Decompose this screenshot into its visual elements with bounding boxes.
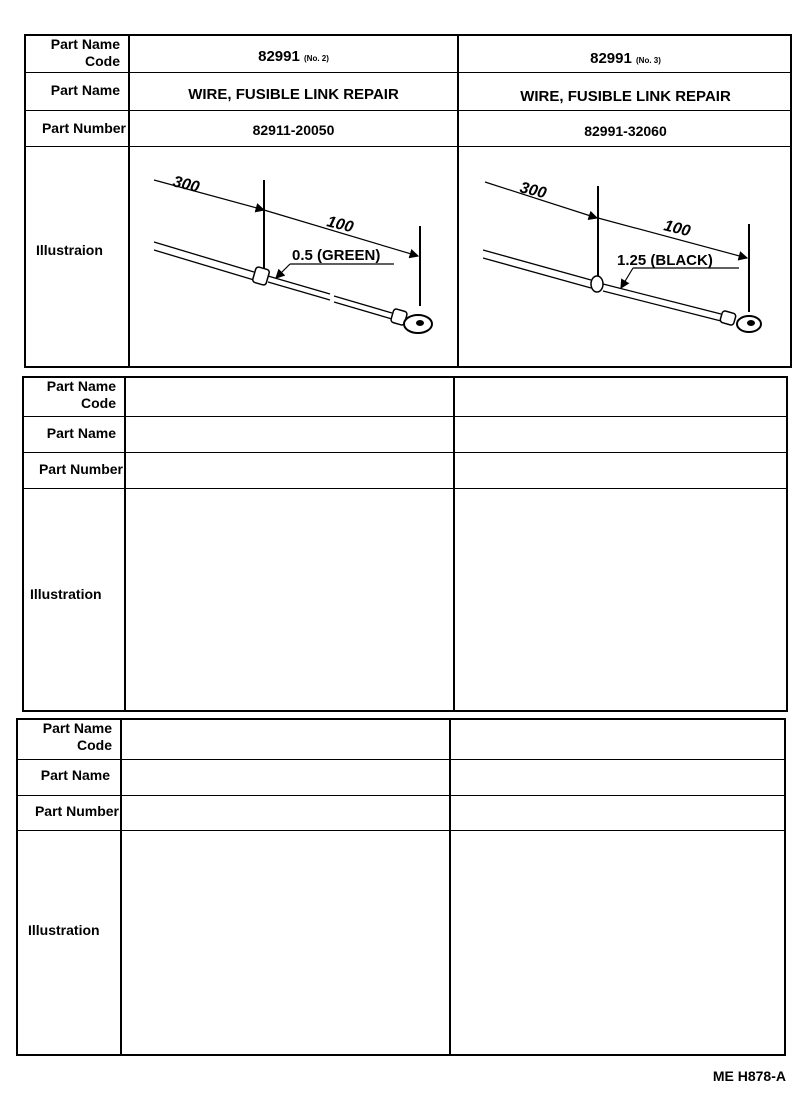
divider: [24, 110, 792, 111]
wire-spec-label: 0.5 (GREEN): [292, 247, 381, 264]
wire-spec-leader: [621, 268, 633, 288]
parts-block-3: [16, 718, 786, 1056]
divider: [16, 795, 786, 796]
label-part-name: Part Name: [46, 425, 116, 441]
divider: [22, 452, 788, 453]
label-illustration: Illustraion: [36, 242, 103, 258]
fusible-link-upper: [603, 284, 721, 314]
divider: [16, 759, 786, 760]
wire-upper: [483, 250, 591, 280]
label-part-number: Part Number: [34, 803, 119, 819]
label-part-name: Part Name: [40, 767, 110, 783]
divider: [22, 488, 788, 489]
part-number-col2: 82991-32060: [584, 123, 667, 139]
fusible-link-illustration-2: [459, 148, 791, 366]
wire-spec-leader: [276, 264, 290, 278]
label-part-name-line: Part Name: [42, 720, 112, 736]
part-code-value: 82991: [590, 50, 632, 67]
label-part-name: Part Name: [50, 82, 120, 98]
label-illustration: Illustration: [30, 586, 102, 602]
divider: [24, 146, 792, 147]
wire-sleeve: [591, 276, 603, 292]
wire-spec-label: 1.25 (BLACK): [617, 252, 713, 269]
part-code-value: 82991: [258, 48, 300, 65]
divider: [449, 718, 451, 1056]
fusible-link-lower: [603, 291, 721, 321]
divider: [24, 72, 792, 73]
label-part-number: Part Number: [41, 120, 126, 136]
label-part-name-code: [18, 720, 112, 754]
part-code-col2: [459, 50, 792, 67]
label-part-name-code: [26, 36, 120, 70]
wire-sleeve: [252, 266, 270, 285]
part-name-col2: WIRE, FUSIBLE LINK REPAIR: [520, 88, 731, 105]
part-number-col1: 82911-20050: [252, 122, 335, 138]
wire-lower: [483, 258, 591, 288]
divider: [453, 376, 455, 712]
label-code-line: Code: [85, 53, 120, 69]
divider: [124, 376, 126, 712]
dimension-line-total: [154, 180, 264, 210]
part-code-note: (No. 2): [304, 54, 329, 63]
label-part-name-line: Part Name: [50, 36, 120, 52]
divider: [16, 830, 786, 831]
parts-block-2: [22, 376, 788, 712]
ring-terminal-hole: [416, 320, 424, 326]
ring-terminal-hole: [747, 320, 755, 326]
dimension-label-total: 300: [171, 173, 202, 197]
dimension-label-link: 100: [662, 217, 693, 241]
divider: [22, 416, 788, 417]
dimension-label-link: 100: [325, 213, 356, 237]
terminal-sleeve: [720, 310, 737, 325]
label-part-name-line: Part Name: [46, 378, 116, 394]
label-illustration: Illustration: [28, 922, 100, 938]
part-code-note: (No. 3): [636, 56, 661, 65]
label-code-line: Code: [77, 737, 112, 753]
wire-upper: [154, 242, 254, 272]
dimension-label-total: 300: [518, 179, 549, 203]
document-reference: ME H878-A: [712, 1068, 786, 1084]
divider: [120, 718, 122, 1056]
label-part-number: Part Number: [38, 461, 123, 477]
wire-lower: [154, 250, 254, 280]
label-part-name-code: [24, 378, 116, 412]
part-code-col1: [130, 48, 457, 65]
part-name-col1: WIRE, FUSIBLE LINK REPAIR: [188, 86, 399, 103]
label-code-line: Code: [81, 395, 116, 411]
fusible-link-illustration-1: [130, 148, 456, 366]
